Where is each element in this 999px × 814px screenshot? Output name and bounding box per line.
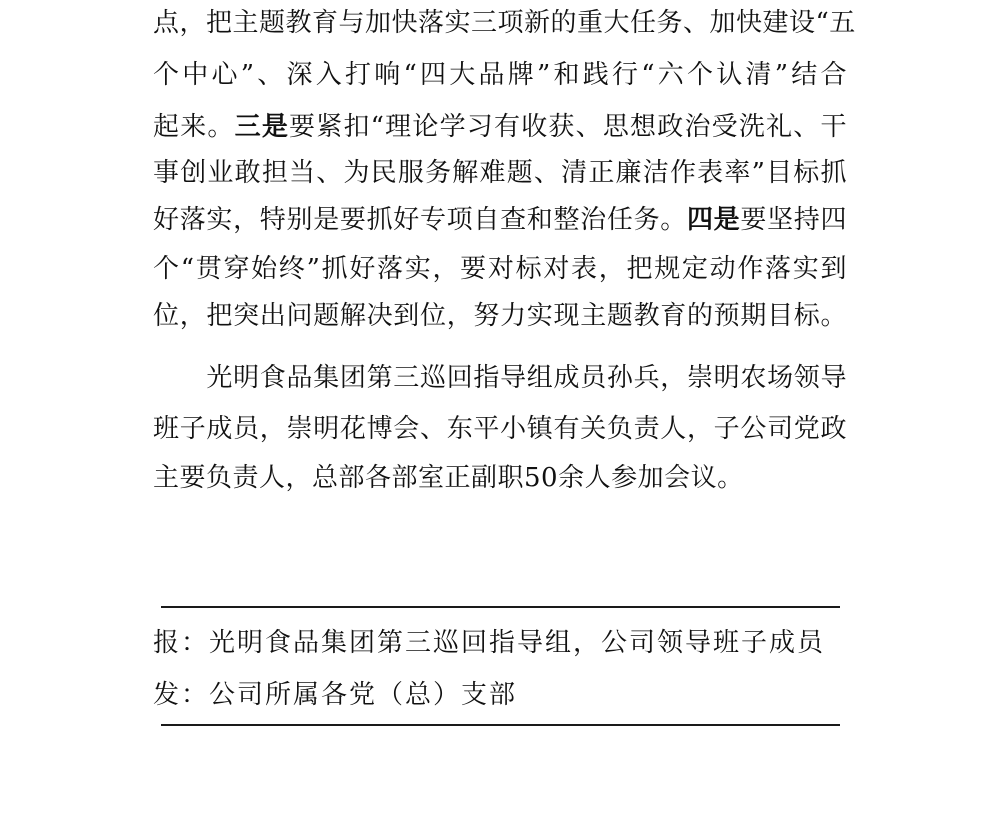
paragraph-1-line-2 bbox=[153, 60, 847, 90]
text-segment: 个中心”、深入打响“四大品牌”和践行“六个认清”结合 bbox=[153, 60, 847, 90]
text-segment: 事创业敢担当、为民服务解难题、清正廉洁作表率”目标抓 bbox=[153, 158, 847, 188]
paragraph-1-line-5 bbox=[153, 205, 847, 235]
text-segment: 要紧扣“理论学习有收获、思想政治受洗礼、干 bbox=[289, 112, 847, 142]
emphasis-third-point: 三是 bbox=[234, 112, 290, 142]
report-to-line bbox=[153, 628, 853, 658]
send-to-line bbox=[153, 680, 853, 710]
text-segment: 起来。 bbox=[153, 112, 235, 142]
text-segment: 光明食品集团第三巡回指导组成员孙兵，崇明农场领导 bbox=[153, 363, 847, 393]
text-segment: 点，把主题教育与加快落实三项新的重大任务、加快建设“五 bbox=[153, 8, 856, 38]
text-segment: 个“贯穿始终”抓好落实，要对标对表，把规定动作落实到 bbox=[153, 254, 847, 284]
text-segment: 位，把突出问题解决到位，努力实现主题教育的预期目标。 bbox=[153, 301, 847, 331]
bottom-divider bbox=[161, 724, 840, 726]
text-segment: 主要负责人，总部各部室正副职50余人参加会议。 bbox=[153, 463, 744, 493]
paragraph-2-line-2 bbox=[153, 414, 847, 444]
text-segment: 好落实，特别是要抓好专项自查和整治任务。 bbox=[153, 205, 687, 235]
send-to-text: 发：公司所属各党（总）支部 bbox=[153, 680, 518, 710]
text-segment: 要坚持四 bbox=[740, 205, 847, 235]
paragraph-2-line-1 bbox=[153, 363, 847, 393]
paragraph-1-line-4 bbox=[153, 158, 847, 188]
paragraph-2-line-3 bbox=[153, 463, 853, 493]
emphasis-fourth-point: 四是 bbox=[686, 205, 741, 235]
text-segment: 班子成员，崇明花博会、东平小镇有关负责人，子公司党政 bbox=[153, 414, 847, 444]
paragraph-1-line-7 bbox=[153, 301, 847, 331]
paragraph-1-line-3 bbox=[153, 112, 847, 142]
paragraph-1-line-6 bbox=[153, 254, 847, 284]
paragraph-1-line-1 bbox=[153, 8, 856, 38]
report-to-text: 报：光明食品集团第三巡回指导组，公司领导班子成员 bbox=[153, 628, 826, 658]
top-divider bbox=[161, 606, 840, 608]
